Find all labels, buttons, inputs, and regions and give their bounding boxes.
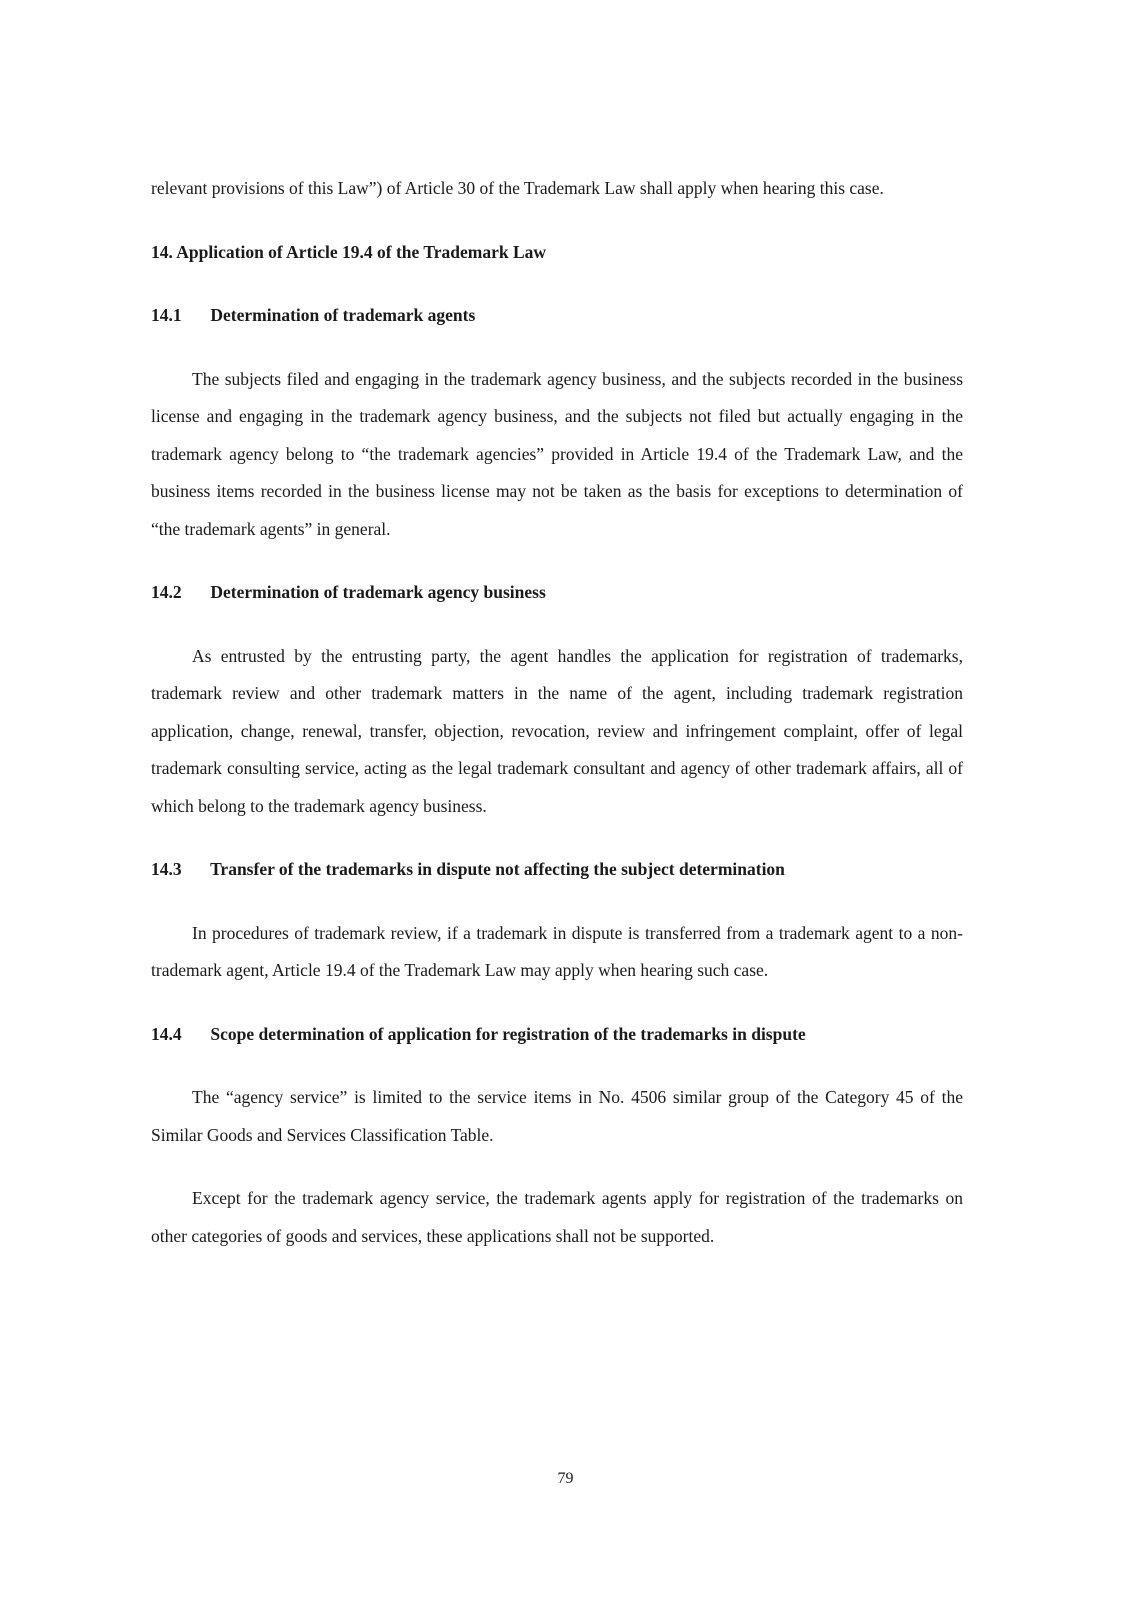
subsection-number: 14.3 bbox=[151, 859, 182, 879]
intro-paragraph: relevant provisions of this Law”) of Article 30 of the Trademark Law shall apply when hearing this case. bbox=[151, 178, 884, 198]
page-body bbox=[151, 170, 963, 1255]
subsection-number: 14.2 bbox=[151, 582, 182, 602]
page-number: 79 bbox=[557, 1470, 574, 1487]
subsection-number: 14.4 bbox=[151, 1023, 182, 1044]
subsection-heading-14-3 bbox=[151, 851, 963, 889]
subsection-title: Determination of trademark agents bbox=[210, 305, 476, 325]
subsection-title: Scope determination of application for registration of the trademarks in dispute bbox=[210, 1023, 806, 1044]
paragraph-14-2: As entrusted by the entrusting party, the agent handles the application for registration of trademarks, trademark review and other trademark matters in the name of the agent, including trademark registration application, change, renewal, transfer, objection, revocation, review and infringement complaint, offer of legal trademark consulting service, acting as the legal trademark consultant and agency of other trademark affairs, all of which belong to the trademark agency business. bbox=[151, 645, 963, 816]
paragraph-14-4-b: Except for the trademark agency service, the trademark agents apply for registration of the trademarks on other categories of goods and services, these applications shall not be supported. bbox=[151, 1188, 963, 1246]
subsection-title: Determination of trademark agency business bbox=[210, 582, 546, 602]
paragraph-14-1: The subjects filed and engaging in the trademark agency business, and the subjects recorded in the business license and engaging in the trademark agency business, and the subjects not filed but actually engaging in the trademark agency belong to “the trademark agencies” provided in Article 19.4 of the Trademark Law, and the business items recorded in the business license may not be taken as the basis for exceptions to determination of “the trademark agents” in general. bbox=[151, 368, 963, 539]
subsection-number: 14.1 bbox=[151, 305, 182, 325]
subsection-heading-14-2 bbox=[151, 574, 963, 612]
section-heading: 14. Application of Article 19.4 of the Trademark Law bbox=[151, 241, 547, 262]
paragraph-14-3: In procedures of trademark review, if a trademark in dispute is transferred from a trademark agent to a non-trademark agent, Article 19.4 of the Trademark Law may apply when hearing such case. bbox=[151, 922, 963, 980]
paragraph-14-4-a: The “agency service” is limited to the service items in No. 4506 similar group of the Category 45 of the Similar Goods and Services Classification Table. bbox=[151, 1087, 963, 1145]
subsection-title: Transfer of the trademarks in dispute not affecting the subject determination bbox=[210, 859, 785, 879]
subsection-heading-14-4 bbox=[151, 1016, 963, 1054]
subsection-heading-14-1 bbox=[151, 297, 963, 335]
